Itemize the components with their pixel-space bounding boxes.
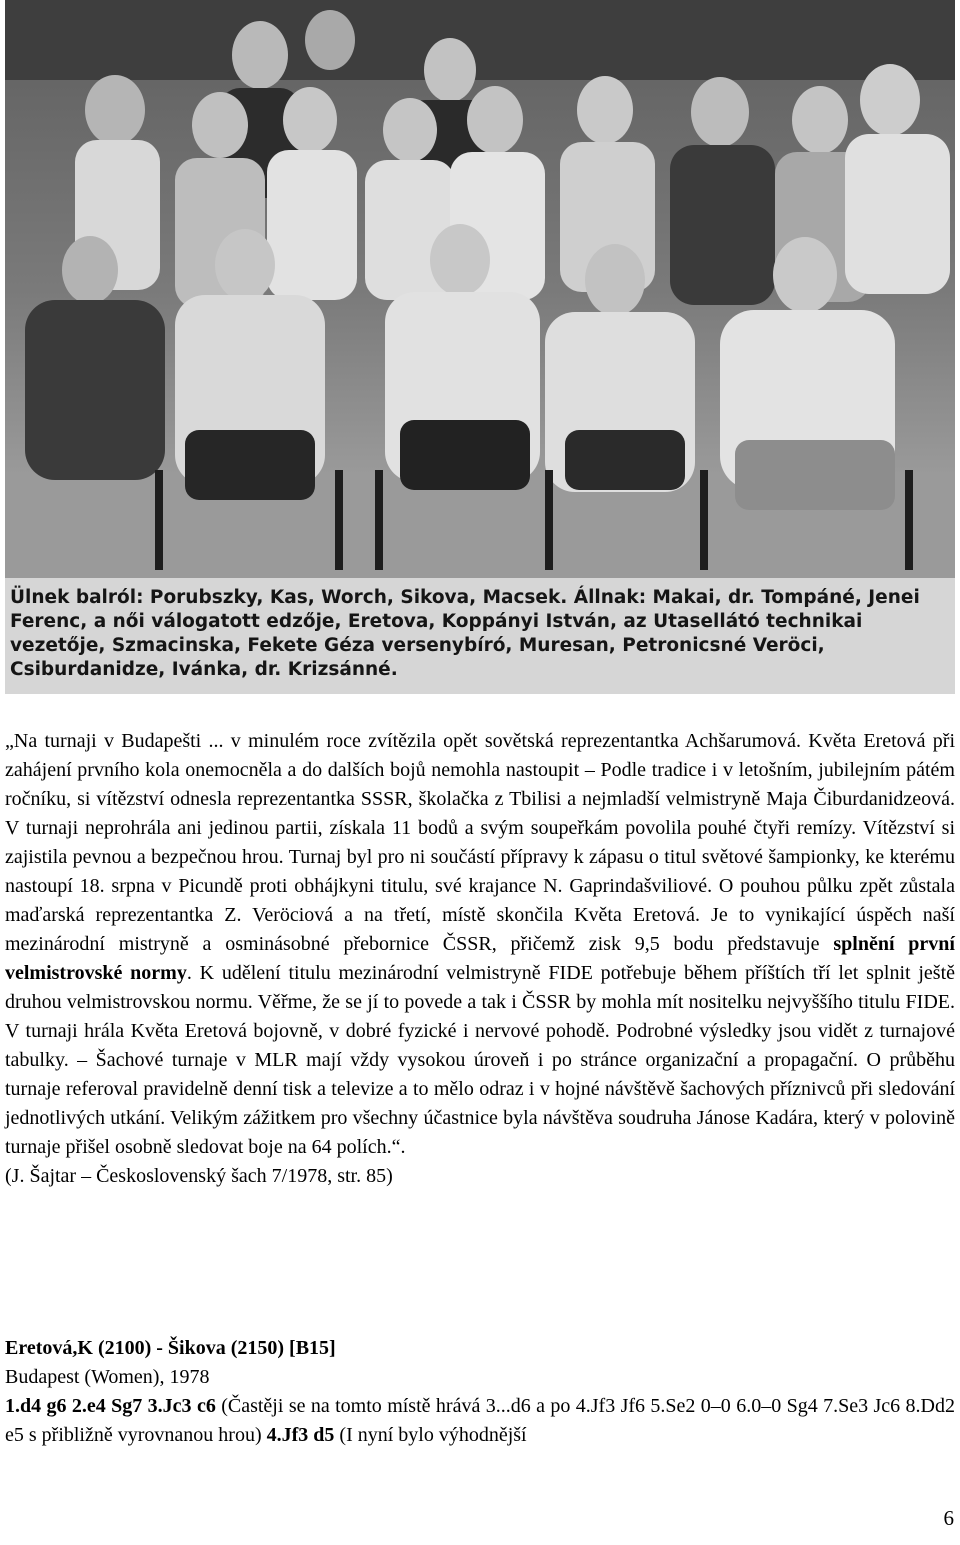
game-header bbox=[5, 1334, 955, 1363]
article-paragraph bbox=[5, 727, 955, 1162]
page-number: 6 bbox=[943, 1506, 954, 1530]
paragraph-text-continued: . K udělení titulu mezinárodní velmistryně FIDE potřebuje během příštích tří let splnit ještě druhou velmistrovskou normu. Věřme, že se jí to povede a tak i ČSSR by mohla mít nositelku nejvyššího titulu FIDE. V turnaji hrála Květa Eretová bojovně, v dobré fyzické i nervové pohodě. Podrobné výsledky jsou vidět z turnajové tabulky. – Šachové turnaje v MLR mají vždy vysokou úroveň i po stránce organizační a propagační. O průběhu turnaje referoval pravidelně denní tisk a televize a to mělo odraz i v hojné návštěvě šachových příznivců při sledování jednotlivých utkání. Velikým zážitkem pro všechny účastnice byla návštěva soudruha Jánose Kadára, který v polovině turnaje přišel osobně sledovat boje na 64 polích.“. bbox=[5, 962, 956, 1158]
article-body bbox=[5, 727, 955, 1191]
photo-caption: Ülnek balról: Porubszky, Kas, Worch, Sikova, Macsek. Állnak: Makai, dr. Tompáné, Jenei Ferenc, a női válogatott edzője, Eretova, Koppányi István, az Utasellátó technikai vezetője, Szmacinska, Fekete Géza versenybíró, Muresan, Petronicsné Veröci, Csiburdanidze, Ivánka, dr. Krizsánné. bbox=[10, 587, 920, 680]
moves-comment-1: (Častěji se na tomto místě hrává 3...d6 a po 4.Jf3 Jf6 5.Se2 0–0 6.0–0 Sg4 7.Se3 Jc6 8.Dd2 e5 s přibližně vyrovnanou hrou) bbox=[5, 1395, 955, 1446]
game-players: Eretová,K (2100) - Šikova (2150) [B15] bbox=[5, 1337, 336, 1359]
article-source: (J. Šajtar – Československý šach 7/1978, str. 85) bbox=[5, 1165, 393, 1187]
game-record bbox=[5, 1334, 955, 1450]
game-event: Budapest (Women), 1978 bbox=[5, 1366, 210, 1388]
game-moves bbox=[5, 1392, 955, 1450]
highlight-norm: splnění první velmistrovské normy bbox=[5, 933, 955, 984]
moves-main-1: 1.d4 g6 2.e4 Sg7 3.Jc3 c6 bbox=[5, 1395, 216, 1417]
moves-comment-2: (I nyní bylo výhodnější bbox=[334, 1424, 527, 1446]
moves-main-2: 4.Jf3 d5 bbox=[266, 1424, 335, 1446]
paragraph-text: „Na turnaji v Budapešti ... v minulém roce zvítězila opět sovětská reprezentantka Achšarumová. Květa Eretová při zahájení prvního kola onemocněla a do dalších bojů nemohla nastoupit – Podle tradice i v letošním, jubilejním pátém ročníku, si vítězství odnesla reprezentantka SSSR, školačka z Tbilisi a nejmladší velmistryně Maja Čiburdanidzeová. V turnaji neprohrála ani jedinou partii, získala 11 bodů a svým soupeřkám povolila pouhé čtyři remízy. Vítězství si zajistila pevnou a bezpečnou hrou. Turnaj byl pro ni součástí přípravy k zápasu o titul světové šampionky, ke kterému nastoupí 18. srpna v Picundě proti obhájkyni titulu, své krajance N. Gaprindašviliové. O pouhou půlku zpět zůstala maďarská reprezentantka Z. Veröciová a na třetí, místě skončila Květa Eretová. Je to vynikající úspěch naší mezinárodní mistryně a osminásobné přebornice ČSSR, přičemž zisk 9,5 bodu představuje bbox=[5, 730, 955, 955]
